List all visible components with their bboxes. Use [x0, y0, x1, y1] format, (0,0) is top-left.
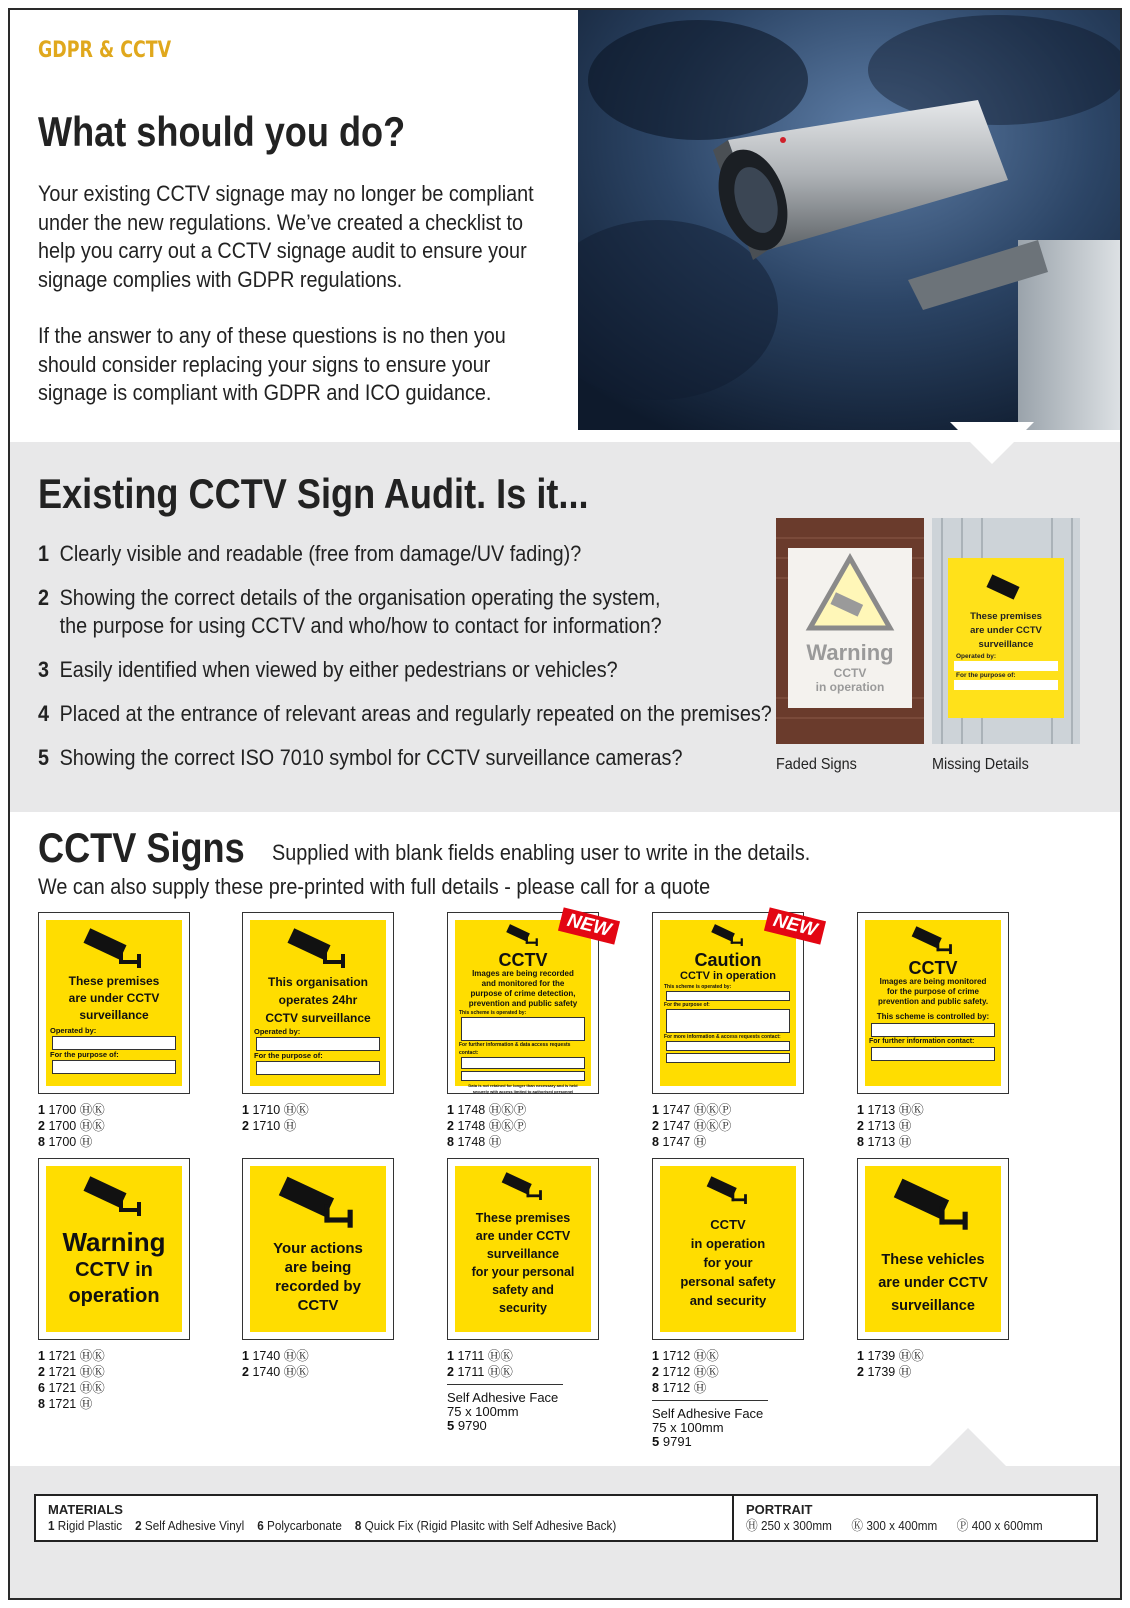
audit-item-text: Easily identified when viewed by either pedestrians or vehicles?: [59, 657, 618, 682]
field-label: For the purpose of:: [664, 1002, 710, 1008]
camera-icon: [503, 924, 543, 946]
field-label: Operated by:: [50, 1026, 97, 1035]
camera-icon: [79, 1176, 149, 1216]
sign-text: security: [499, 1301, 547, 1315]
audit-item-number: 2: [38, 585, 50, 610]
camera-icon: [498, 1172, 548, 1200]
sign-text: are under CCTV: [878, 1275, 988, 1291]
thumb-caption: Missing Details: [932, 756, 1029, 773]
materials-key: MATERIALS 1 Rigid Plastic 2 Self Adhesive Vinyl 6 Polycarbonate 8 Quick Fix (Rigid Plasitc with Self Adhesive Back) PORTRAIT Ⓗ 250 x 300mm Ⓚ 300 x 400mm Ⓟ 400 x 600mm: [34, 1494, 1098, 1542]
sign-card-1711[interactable]: [447, 1158, 599, 1340]
sign-text: Images are being recorded: [472, 969, 574, 978]
audit-item: [38, 744, 722, 772]
audit-item-text: Showing the correct ISO 7010 symbol for CCTV surveillance cameras?: [59, 745, 683, 770]
sign-text: are under CCTV: [68, 991, 160, 1005]
camera-icon: [703, 1176, 753, 1204]
sign-heading: CCTV: [498, 950, 548, 970]
audit-item-text: the purpose for using CCTV and who/how to contact for information?: [59, 613, 662, 638]
faded-sign-line: CCTV: [833, 666, 867, 680]
faded-sign-line: Warning: [806, 640, 894, 665]
section-tag: GDPR & CCTV: [38, 38, 172, 63]
self-adhesive-option: Self Adhesive Face 75 x 100mm 5 9790: [447, 1384, 563, 1433]
sign-text: surveillance: [79, 1008, 149, 1022]
thumb-sign-line: are under CCTV: [970, 625, 1042, 636]
audit-list: [38, 540, 798, 788]
sign-text: are being: [284, 1259, 352, 1276]
sign-text: and security: [689, 1293, 767, 1308]
blank-field: [666, 991, 790, 1001]
material-item: Polycarbonate: [267, 1518, 342, 1533]
sign-face: [46, 1166, 182, 1332]
sign-text: CCTV: [297, 1297, 339, 1314]
blank-field: [461, 1017, 585, 1041]
field-label: Operated by:: [254, 1027, 301, 1036]
sign-card-1739[interactable]: [857, 1158, 1009, 1340]
sign-text: These premises: [475, 1211, 571, 1225]
camera-icon: [273, 1176, 363, 1228]
blank-field: [871, 1023, 995, 1037]
field-label: For the purpose of:: [254, 1051, 323, 1060]
sign-card-1713[interactable]: [857, 912, 1009, 1094]
blank-field: [666, 1041, 790, 1051]
sign-text: prevention and public safety.: [877, 997, 989, 1006]
sign-card-1721[interactable]: [38, 1158, 190, 1340]
size-item: 300 x 400mm: [866, 1518, 938, 1533]
sign-text: for your: [703, 1255, 753, 1270]
blank-field: [256, 1061, 380, 1075]
blank-field: [666, 1053, 790, 1063]
sign-text: operates 24hr: [278, 993, 358, 1007]
sign-heading: Caution: [694, 950, 762, 970]
sign-face: [455, 1166, 591, 1332]
product-codes: 1 1748 ⒽⓀⓅ 2 1748 ⒽⓀⓅ 8 1748 Ⓗ: [447, 1103, 527, 1149]
field-label: For further information & data access requests contact:: [459, 1042, 571, 1056]
blank-field: [461, 1071, 585, 1081]
option-label: Self Adhesive Face: [652, 1406, 764, 1421]
camera-icon: [708, 924, 748, 946]
size-item: 250 x 300mm: [760, 1518, 832, 1533]
sign-text: in operation: [690, 1236, 766, 1251]
field-label: This scheme is operated by:: [664, 984, 732, 990]
intro-paragraph-1: Your existing CCTV signage may no longer be compliant under the new regulations. We’ve created a checklist to help you carry out a CCTV signage audit to ensure your signage complies with GDPR regulations.: [38, 181, 534, 292]
camera-icon: [79, 928, 149, 968]
blank-field: [666, 1009, 790, 1033]
product-codes: 1 1700 ⒽⓀ 2 1700 ⒽⓀ 8 1700 Ⓗ: [38, 1103, 105, 1149]
product-codes: 1 1740 ⒽⓀ 2 1740 ⒽⓀ: [242, 1349, 309, 1379]
blank-field: [52, 1036, 176, 1050]
sign-card-1700[interactable]: [38, 912, 190, 1094]
sign-face: [250, 1166, 386, 1332]
new-badge: NEW: [764, 907, 826, 944]
thumb-sign-line: surveillance: [978, 639, 1034, 650]
sign-fine-print: Data is not retained for longer than necessary and is held securely with access limited to authorised personnel: [468, 1083, 578, 1094]
divider-notch: [950, 422, 1034, 464]
thumb-field-label: For the purpose of:: [956, 672, 1016, 679]
sign-text: CCTV surveillance: [265, 1011, 371, 1025]
sign-text: CCTV in operation: [680, 970, 776, 982]
sign-text: recorded by: [275, 1278, 361, 1295]
page: [8, 8, 1122, 1600]
sign-text: CCTV in: [75, 1259, 153, 1281]
product-codes: 1 1721 ⒽⓀ 2 1721 ⒽⓀ 6 1721 ⒽⓀ 8 1721 Ⓗ: [38, 1349, 105, 1411]
audit-item-text: Showing the correct details of the organisation operating the system,: [59, 585, 661, 610]
sign-face: [865, 1166, 1001, 1332]
product-codes: 1 1747 ⒽⓀⓅ 2 1747 ⒽⓀⓅ 8 1747 Ⓗ: [652, 1103, 732, 1149]
sign-text: prevention and public safety: [468, 999, 578, 1008]
faded-sign-photo: [776, 518, 924, 744]
key-divider: [732, 1496, 734, 1540]
audit-item-number: 4: [38, 701, 50, 726]
sign-text: These vehicles: [881, 1252, 985, 1268]
sign-face: [46, 920, 182, 1086]
sign-text: for the purpose of crime: [886, 987, 979, 996]
intro-paragraph-2: If the answer to any of these questions is no then you should consider replacing your signs to ensure your signage is compliant with GDPR and ICO guidance.: [38, 323, 506, 405]
audit-title: Existing CCTV Sign Audit. Is it...: [38, 470, 589, 517]
material-item: Self Adhesive Vinyl: [144, 1518, 245, 1533]
blank-field: [52, 1060, 176, 1074]
sign-heading: Warning: [62, 1227, 166, 1257]
sign-text: are under CCTV: [475, 1229, 571, 1243]
camera-icon: [888, 1178, 978, 1230]
signs-title: CCTV Signs: [38, 824, 245, 871]
missing-details-photo: [932, 518, 1080, 744]
sign-text: Your actions: [273, 1240, 363, 1257]
camera-icon: [908, 926, 958, 954]
blank-field: [461, 1057, 585, 1069]
audit-item: [38, 700, 772, 728]
divider-notch: [928, 1428, 1008, 1468]
sign-text: purpose of crime detection,: [470, 989, 576, 998]
sign-text: Images are being monitored: [879, 977, 987, 986]
audit-item-text: Placed at the entrance of relevant areas and regularly repeated on the premises?: [59, 701, 772, 726]
signs-subtitle: Supplied with blank fields enabling user to write in the details.: [272, 840, 811, 865]
sign-face: [455, 920, 591, 1094]
page-title: What should you do?: [38, 108, 406, 155]
audit-item: [38, 656, 722, 684]
product-codes: 1 1739 ⒽⓀ 2 1739 Ⓗ: [857, 1349, 924, 1379]
intro-text: [38, 180, 542, 436]
blank-field: [256, 1037, 380, 1051]
cctv-camera-photo: [578, 10, 1122, 430]
field-label: For more information & access requests contact:: [664, 1034, 781, 1040]
field-label: For the purpose of:: [50, 1050, 119, 1059]
sign-face: [250, 920, 386, 1086]
sign-text: surveillance: [486, 1247, 560, 1261]
option-size: 75 x 100mm: [652, 1420, 724, 1435]
sign-card-1740[interactable]: [242, 1158, 394, 1340]
self-adhesive-option: Self Adhesive Face 75 x 100mm 5 9791: [652, 1400, 768, 1449]
sign-text: and monitored for the: [481, 979, 565, 988]
sign-text: This organisation: [267, 975, 368, 989]
sign-card-1712[interactable]: [652, 1158, 804, 1340]
material-item: Quick Fix (Rigid Plasitc with Self Adhesive Back): [364, 1518, 617, 1533]
sign-text: CCTV: [710, 1217, 746, 1232]
sign-heading: CCTV: [908, 958, 958, 978]
sign-text: safety and: [492, 1283, 554, 1297]
sign-text: operation: [68, 1285, 160, 1307]
product-codes: 1 1711 ⒽⓀ 2 1711 ⒽⓀ: [447, 1349, 513, 1379]
product-codes: 1 1712 ⒽⓀ 2 1712 ⒽⓀ 8 1712 Ⓗ: [652, 1349, 719, 1395]
faded-sign-line: in operation: [815, 680, 885, 694]
sign-face: [660, 1166, 796, 1332]
product-codes: 1 1713 ⒽⓀ 2 1713 Ⓗ 8 1713 Ⓗ: [857, 1103, 924, 1149]
audit-item: [38, 584, 722, 640]
audit-item-number: 5: [38, 745, 50, 770]
field-label: For further information contact:: [869, 1038, 975, 1045]
sign-text: personal safety: [680, 1274, 776, 1289]
signs-note: We can also supply these pre-printed with full details - please call for a quote: [38, 874, 711, 899]
sign-text: for your personal: [471, 1265, 575, 1279]
audit-item: [38, 540, 722, 568]
audit-item-number: 3: [38, 657, 50, 682]
sign-text: surveillance: [891, 1298, 975, 1314]
product-codes: 1 1710 ⒽⓀ 2 1710 Ⓗ: [242, 1103, 309, 1133]
new-badge: NEW: [558, 907, 620, 944]
thumb-sign-line: These premises: [970, 611, 1042, 622]
material-item: Rigid Plastic: [57, 1518, 123, 1533]
thumb-caption: Faded Signs: [776, 756, 857, 773]
camera-icon: [283, 928, 353, 968]
field-label: This scheme is operated by:: [459, 1010, 527, 1016]
materials-title: MATERIALS: [48, 1502, 123, 1517]
size-item: 400 x 600mm: [971, 1518, 1043, 1533]
audit-item-number: 1: [38, 541, 50, 566]
sign-card-1710[interactable]: [242, 912, 394, 1094]
sign-text: These premises: [68, 974, 160, 988]
sign-card-1747[interactable]: [652, 912, 804, 1094]
option-size: 75 x 100mm: [447, 1404, 519, 1419]
audit-item-text: Clearly visible and readable (free from damage/UV fading)?: [59, 541, 582, 566]
sign-face: [865, 920, 1001, 1086]
sign-card-1748[interactable]: [447, 912, 599, 1094]
portrait-title: PORTRAIT: [746, 1502, 813, 1517]
thumb-field-label: Operated by:: [956, 653, 997, 660]
option-label: Self Adhesive Face: [447, 1390, 559, 1405]
sign-face: [660, 920, 796, 1086]
sign-text: This scheme is controlled by:: [876, 1012, 990, 1021]
blank-field: [871, 1047, 995, 1061]
